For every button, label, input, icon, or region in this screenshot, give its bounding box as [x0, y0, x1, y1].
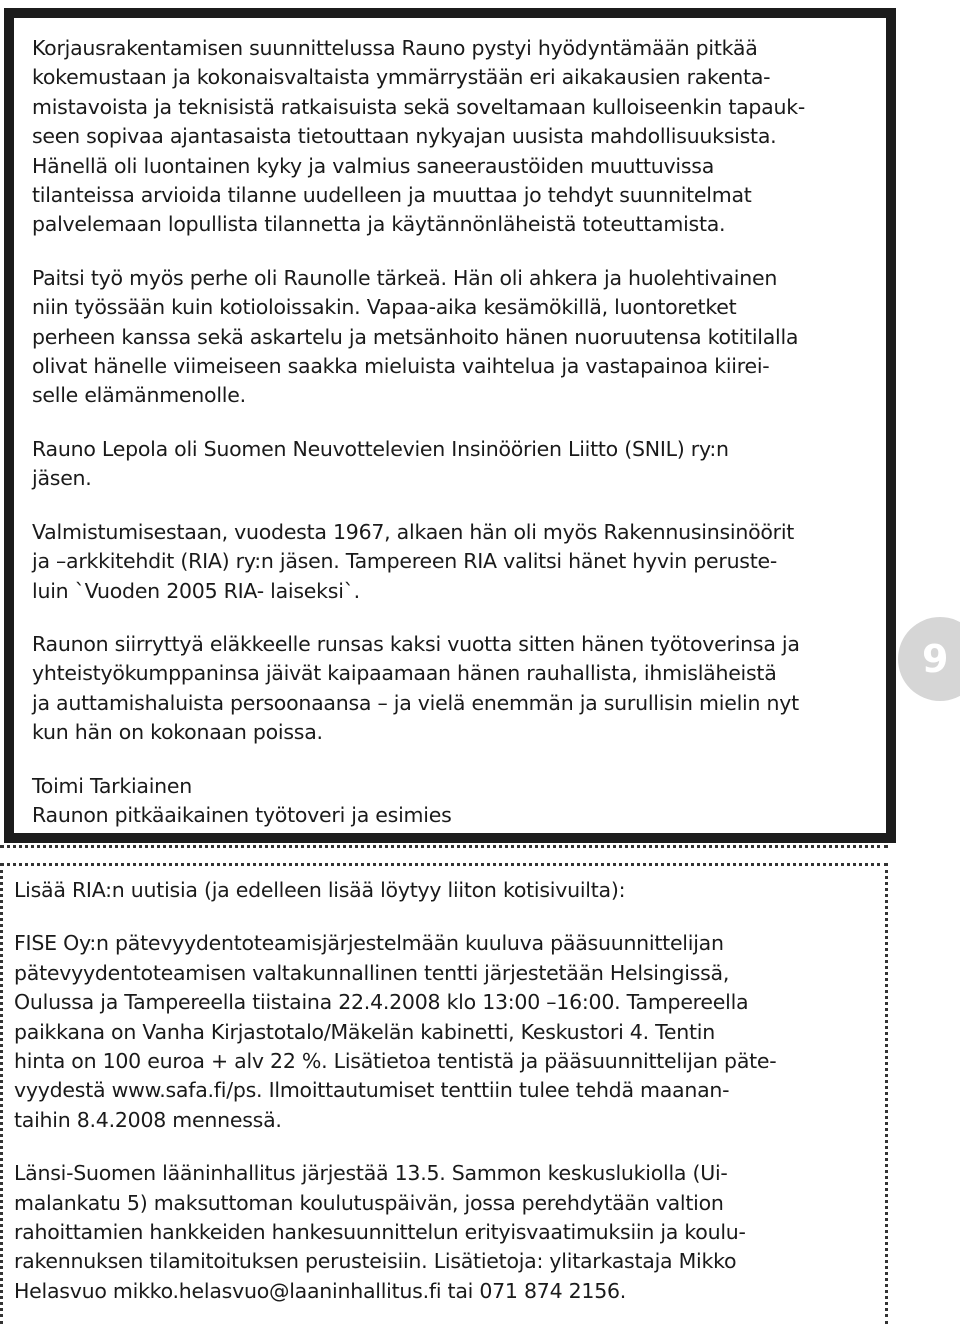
- news-heading: Lisää RIA:n uutisia (ja edelleen lisää löytyy liiton kotisivuilta):: [14, 878, 626, 902]
- obituary-paragraph-5: Raunon siirryttyä eläkkeelle runsas kaksi vuotta sitten hänen työtoverinsa ja yhteistyökumppaninsa jäivät kaipaamaan hänen rauhallista, ihmisläheistä ja auttamishaluista persoonaansa – ja vielä enemmän ja surullisin mielin nyt kun hän on kokonaan poissa.: [32, 631, 800, 745]
- obituary-text: [32, 34, 862, 830]
- section-divider: [0, 845, 888, 848]
- news-paragraph-2: Länsi-Suomen lääninhallitus järjestää 13.5. Sammon keskuslukiolla (Ui- malankatu 5) maksuttoman koulutuspäivän, jossa perehdytään valtion rahoittamien hankkeiden hankesuunnittelun erityisvaatimuksiin ja koulu- rakennuksen tilamitoituksen perusteisiin. Lisätietoja: ylitarkastaja Mikko Helasvuo mikko.helasvuo@laaninhallitus.fi tai 071 874 2156.: [14, 1161, 746, 1303]
- obituary-frame: [4, 8, 896, 843]
- obituary-paragraph-4: Valmistumisestaan, vuodesta 1967, alkaen hän oli myös Rakennusinsinöörit ja –arkkitehdit (RIA) ry:n jäsen. Tampereen RIA valitsi hänet hyvin peruste- luin `Vuoden 2005 RIA- laiseksi`.: [32, 519, 795, 603]
- obituary-paragraph-1: Korjausrakentamisen suunnittelussa Rauno pystyi hyödyntämään pitkää kokemustaan ja kokonaisvaltaista ymmärrystään eri aikakausien rakenta- mistavoista ja teknisistä ratkaisuista sekä soveltamaan kulloiseenkin tapauk- seen sopivaa ajantasaista tietouttaan nykyajan uusista mahdollisuuksista. Hänellä oli luontainen kyky ja valmius saneeraustöiden muuttuvissa tilanteissa arvioida tilanne uudelleen ja muuttaa jo tehdyt suunnitelmat palvelemaan lopullista tilannetta ja käytännönläheistä toteuttamista.: [32, 36, 806, 237]
- obituary-paragraph-3: Rauno Lepola oli Suomen Neuvottelevien Insinöörien Liitto (SNIL) ry:n jäsen.: [32, 436, 729, 491]
- news-text: [14, 876, 874, 1330]
- obituary-signature: Toimi Tarkiainen Raunon pitkäaikainen työtoveri ja esimies: [32, 773, 452, 827]
- page-number-badge: [898, 617, 960, 701]
- news-paragraph-1: FISE Oy:n pätevyydentoteamisjärjestelmään kuuluva pääsuunnittelijan pätevyydentoteamisen valtakunnallinen tentti järjestetään Helsingissä, Oulussa ja Tampereella tiistaina 22.4.2008 klo 13:00 –16:00. Tampereella paikkana on Vanha Kirjastotalo/Mäkelän kabinetti, Keskustori 4. Tentin hinta on 100 euroa + alv 22 %. Lisätietoa tentistä ja pääsuunnittelijan päte- vyydestä www.safa.fi/ps. Ilmoittautumiset tenttiin tulee tehdä maanan- taihin 8.4.2008 mennessä.: [14, 931, 777, 1132]
- obituary-paragraph-2: Paitsi työ myös perhe oli Raunolle tärkeä. Hän oli ahkera ja huolehtivainen niin työssään kuin kotioloissakin. Vapaa-aika kesämökillä, luontoretket perheen kanssa sekä askartelu ja metsänhoito hänen nuoruutensa kotitilalla olivat hänelle viimeiseen saakka mieluista vaihtelua ja vastapainoa kiirei- selle elämänmenolle.: [32, 265, 799, 408]
- page-number: 9: [922, 637, 949, 681]
